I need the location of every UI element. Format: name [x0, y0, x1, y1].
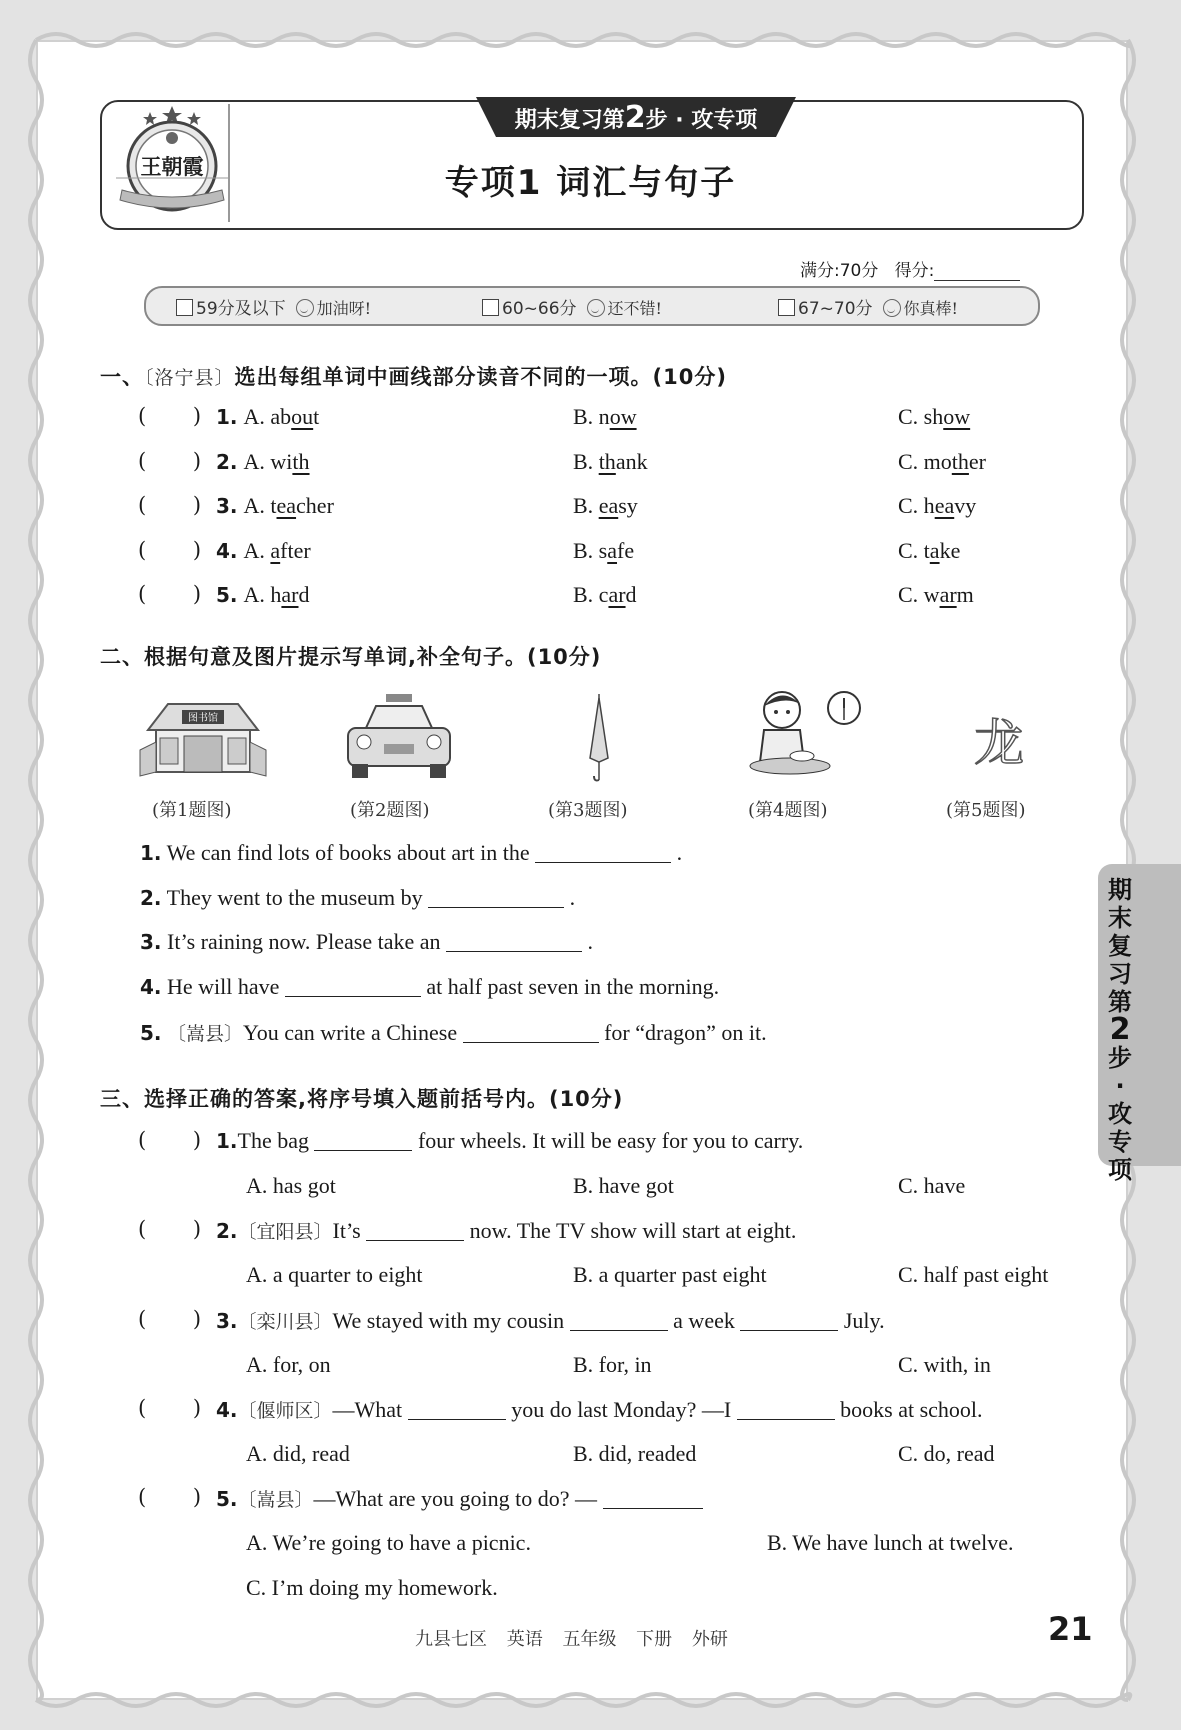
question-number: 1.: [216, 1129, 238, 1153]
s1-option-c-4: C. take: [898, 538, 961, 563]
s3-question-3: 3.〔栾川县〕We stayed with my cousin a week July.: [216, 1308, 885, 1333]
question-number: 5.: [216, 1487, 238, 1511]
region-tag: 〔嵩县〕: [167, 1023, 244, 1045]
answer-blank[interactable]: [740, 1310, 838, 1331]
section1-heading: 一、〔洛宁县〕选出每组单词中画线部分读音不同的一项。(10分): [100, 365, 727, 389]
answer-blank[interactable]: [603, 1488, 703, 1509]
s1-answer-paren-2[interactable]: ( ): [138, 449, 202, 473]
side-tab-char: 步: [1108, 1044, 1132, 1072]
question-number: 3.: [216, 1309, 238, 1333]
s1-option-b-3: B. easy: [573, 493, 638, 518]
caption-3: (第3题图): [548, 800, 628, 821]
fill-in-blank[interactable]: [446, 931, 582, 952]
s3-option-a-2: A. a quarter to eight: [246, 1262, 423, 1287]
side-tab-char: 末: [1108, 904, 1132, 932]
side-tab-char: ·: [1115, 1072, 1125, 1100]
s3-question-2: 2.〔宜阳县〕It’s now. The TV show will start at eight.: [216, 1218, 797, 1243]
level-1: 59分及以下 加油呀!: [176, 294, 371, 319]
question-number: 3.: [216, 494, 238, 518]
s1-option-b-4: B. safe: [573, 538, 635, 563]
s3-question-5: 5.〔嵩县〕—What are you going to do? —: [216, 1485, 703, 1512]
question-number: 5.: [216, 583, 238, 607]
taxi-picture: [342, 692, 454, 784]
option-a: A. teacher: [243, 493, 334, 518]
answer-blank[interactable]: [366, 1220, 464, 1241]
footer-info: 九县七区 英语 五年级 下册 外研: [415, 1629, 728, 1650]
option-a: A. with: [243, 449, 310, 474]
s3-option-a-1: A. has got: [246, 1173, 336, 1198]
fill-in-blank[interactable]: [535, 842, 671, 863]
answer-blank[interactable]: [408, 1399, 506, 1420]
svg-text:图书馆: 图书馆: [188, 713, 218, 724]
region-tag: 〔栾川县〕: [237, 1311, 333, 1333]
fill-in-blank[interactable]: [428, 887, 564, 908]
answer-blank[interactable]: [314, 1130, 412, 1151]
option-a: A. after: [243, 538, 311, 563]
question-number: 4.: [216, 539, 238, 563]
s3-option-c-1: C. have: [898, 1173, 966, 1198]
side-tab-char: 复: [1108, 932, 1132, 960]
s1-question-4: [216, 538, 311, 564]
s3-option-b-1: B. have got: [573, 1173, 674, 1198]
s1-option-c-3: C. heavy: [898, 493, 977, 518]
s3-answer-paren-5[interactable]: ( ): [138, 1485, 202, 1509]
s1-answer-paren-3[interactable]: ( ): [138, 493, 202, 517]
caption-1: (第1题图): [152, 800, 232, 821]
fill-in-blank[interactable]: [285, 976, 421, 997]
logo-text: 王朝霞: [140, 154, 204, 179]
region-tag: 〔嵩县〕: [237, 1489, 314, 1511]
s3-option-b-4: B. did, readed: [573, 1441, 697, 1466]
side-tab-label: [1098, 876, 1142, 1184]
s3-option-c-4: C. do, read: [898, 1441, 995, 1466]
s3-answer-paren-1[interactable]: ( ): [138, 1128, 202, 1152]
umbrella-picture: [584, 692, 614, 784]
s1-question-5: [216, 582, 310, 608]
s1-option-c-2: C. mother: [898, 449, 987, 474]
s1-answer-paren-1[interactable]: ( ): [138, 404, 202, 428]
s2-sentence-3: 3. It’s raining now. Please take an .: [140, 929, 594, 954]
caption-4: (第4题图): [748, 800, 828, 821]
score-line: 满分:70分 得分:: [800, 256, 1020, 281]
s3-option-c-2: C. half past eight: [898, 1262, 1049, 1287]
s1-answer-paren-4[interactable]: ( ): [138, 538, 202, 562]
s3-option-a-5: A. We’re going to have a picnic.: [246, 1530, 531, 1555]
question-number: 2.: [216, 450, 238, 474]
s3-answer-paren-4[interactable]: ( ): [138, 1396, 202, 1420]
region-tag: 〔宜阳县〕: [237, 1221, 333, 1243]
region-tag: 〔偃师区〕: [237, 1400, 333, 1422]
breakfast-boy-picture: [746, 686, 868, 782]
s3-question-1: 1.The bag four wheels. It will be easy for you to carry.: [216, 1128, 804, 1153]
section3-heading: 三、选择正确的答案,将序号填入题前括号内。(10分): [100, 1087, 624, 1111]
level-3-checkbox[interactable]: [778, 299, 795, 316]
side-tab-char: 专: [1108, 1128, 1132, 1156]
answer-blank[interactable]: [570, 1310, 668, 1331]
level-2-checkbox[interactable]: [482, 299, 499, 316]
s3-option-b-5: B. We have lunch at twelve.: [767, 1530, 1014, 1555]
s3-option-b-3: B. for, in: [573, 1352, 652, 1377]
s1-answer-paren-5[interactable]: ( ): [138, 582, 202, 606]
question-number: 5.: [140, 1021, 162, 1045]
question-number: 2.: [140, 886, 162, 910]
level-2: 60~66分 还不错!: [482, 294, 662, 319]
s2-sentence-4: 4. He will have at half past seven in the morning.: [140, 974, 720, 999]
s2-sentence-1: 1. We can find lots of books about art in the .: [140, 840, 683, 865]
side-tab-char: 2: [1109, 1012, 1131, 1047]
side-tab-char: 项: [1108, 1156, 1132, 1184]
dragon-character-picture: [964, 708, 1034, 774]
level-3: 67~70分 你真棒!: [778, 294, 958, 319]
s1-question-3: [216, 493, 334, 519]
side-tab-char: 攻: [1108, 1100, 1132, 1128]
page-title: 专项1 词汇与句子: [444, 163, 737, 203]
s3-option-c-3: C. with, in: [898, 1352, 991, 1377]
banner-label: 期末复习第2步 · 攻专项: [514, 100, 758, 135]
s3-answer-paren-3[interactable]: ( ): [138, 1307, 202, 1331]
smile-icon: [883, 299, 901, 317]
answer-blank[interactable]: [737, 1399, 835, 1420]
smile-icon: [296, 299, 314, 317]
option-a: A. about: [243, 404, 320, 429]
s1-option-b-2: B. thank: [573, 449, 648, 474]
s3-option-c-5: C. I’m doing my homework.: [246, 1575, 498, 1600]
caption-2: (第2题图): [350, 800, 430, 821]
question-number: 2.: [216, 1219, 238, 1243]
side-tab-char: 习: [1108, 960, 1132, 988]
s3-option-a-3: A. for, on: [246, 1352, 331, 1377]
caption-5: (第5题图): [946, 800, 1026, 821]
s1-question-2: [216, 449, 310, 475]
fill-in-blank[interactable]: [463, 1022, 599, 1043]
s1-option-b-5: B. card: [573, 582, 637, 607]
s1-option-c-1: C. show: [898, 404, 971, 429]
s3-option-a-4: A. did, read: [246, 1441, 350, 1466]
s2-sentence-2: 2. They went to the museum by .: [140, 885, 576, 910]
side-tab-char: 第: [1108, 988, 1132, 1016]
s1-option-b-1: B. now: [573, 404, 637, 429]
level-1-checkbox[interactable]: [176, 299, 193, 316]
section2-heading: 二、根据句意及图片提示写单词,补全句子。(10分): [100, 645, 602, 669]
question-number: 4.: [140, 975, 162, 999]
s1-option-c-5: C. warm: [898, 582, 974, 607]
bookshop-picture: [138, 690, 268, 782]
smile-icon: [587, 299, 605, 317]
score-blank[interactable]: [934, 262, 1020, 281]
option-a: A. hard: [243, 582, 310, 607]
question-number: 1.: [216, 405, 238, 429]
s2-sentence-5: 5. 〔嵩县〕You can write a Chinese for “dragon” on it.: [140, 1020, 767, 1045]
question-number: 3.: [140, 930, 162, 954]
side-tab-char: 期: [1108, 876, 1132, 904]
question-number: 1.: [140, 841, 162, 865]
s3-question-4: 4.〔偃师区〕—What you do last Monday? —I books at school.: [216, 1397, 983, 1422]
question-number: 4.: [216, 1398, 238, 1422]
s3-answer-paren-2[interactable]: ( ): [138, 1217, 202, 1241]
page-number: 21: [1048, 1610, 1093, 1648]
svg-text:龙: 龙: [974, 714, 1024, 772]
s3-option-b-2: B. a quarter past eight: [573, 1262, 767, 1287]
s1-question-1: [216, 404, 319, 430]
